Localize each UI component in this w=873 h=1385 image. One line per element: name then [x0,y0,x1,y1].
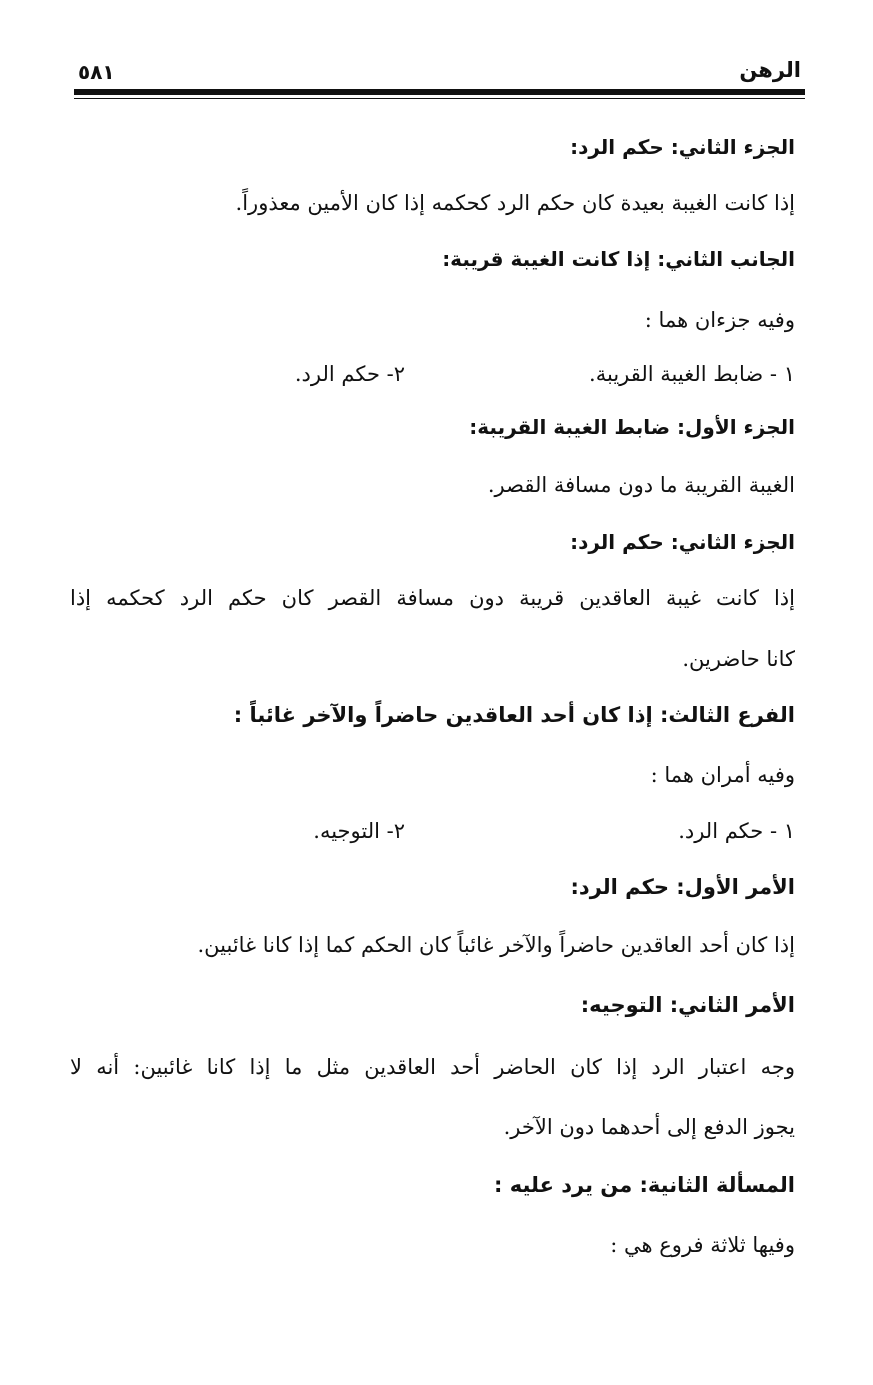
paragraph: إذا كانت الغيبة بعيدة كان حكم الرد كحكمه إذا كان الأمين معذوراً. [235,191,795,215]
subheading-part-two: الجزء الثاني: حكم الرد: [570,530,795,554]
paragraph: إذا كانت غيبة العاقدين قريبة دون مسافة القصر كان حكم الرد كحكمه إذا [70,586,795,610]
paragraph: كانا حاضرين. [682,647,795,671]
paragraph: وفيه جزءان هما : [644,308,795,332]
paragraph: إذا كان أحد العاقدين حاضراً والآخر غائباً كان الحكم كما إذا كانا غائبين. [197,933,795,957]
page-number: ٥٨١ [78,60,115,84]
paragraph: يجوز الدفع إلى أحدهما دون الآخر. [503,1115,795,1139]
list-item: ٢- التوجيه. [313,819,405,843]
section-heading-second-issue: المسألة الثانية: من يرد عليه : [494,1173,795,1197]
list-item: ١ - ضابط الغيبة القريبة. [589,362,795,386]
subheading-second-aspect: الجانب الثاني: إذا كانت الغيبة قريبة: [442,247,795,271]
subheading-part-two: الجزء الثاني: حكم الرد: [570,135,795,159]
header-rule-thick [74,89,805,95]
header-rule-thin [74,98,805,99]
paragraph: وفيه أمران هما : [650,763,795,787]
list-item: ٢- حكم الرد. [294,362,405,386]
section-heading-third-branch: الفرع الثالث: إذا كان أحد العاقدين حاضراً والآخر غائباً : [233,703,795,727]
list-item: ١ - حكم الرد. [678,819,795,843]
subheading-second-matter: الأمر الثاني: التوجيه: [580,993,795,1017]
running-header-title: الرهن [739,58,801,82]
subheading-first-matter: الأمر الأول: حكم الرد: [570,875,795,899]
subheading-part-one: الجزء الأول: ضابط الغيبة القريبة: [469,415,795,439]
paragraph: وفيها ثلاثة فروع هي : [610,1233,795,1257]
paragraph: وجه اعتبار الرد إذا كان الحاضر أحد العاقدين مثل ما إذا كانا غائبين: أنه لا [70,1055,795,1079]
paragraph: الغيبة القريبة ما دون مسافة القصر. [487,473,795,497]
